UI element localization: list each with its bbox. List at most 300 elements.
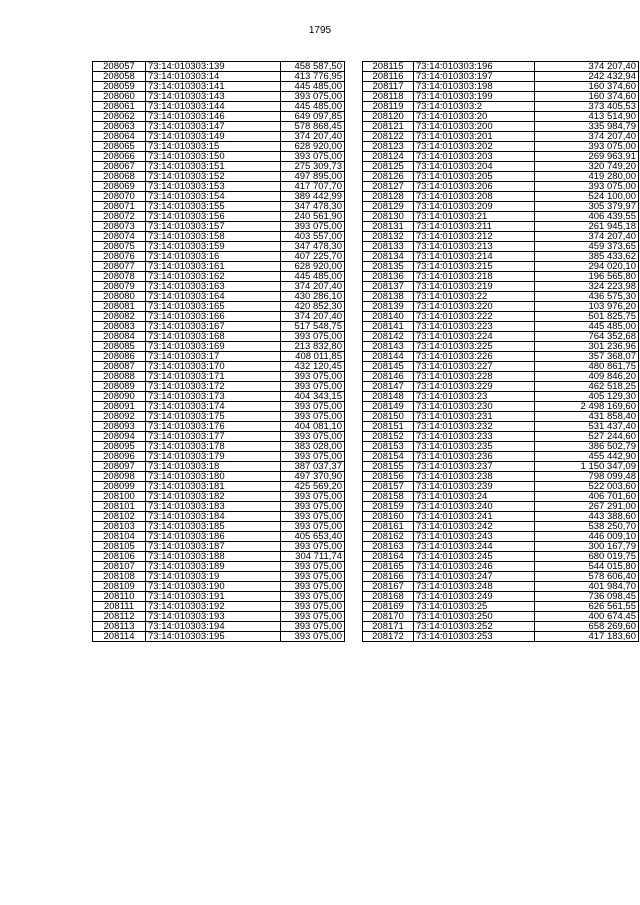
cadastral-value: 455 442,90 <box>535 452 639 462</box>
cadastral-number: 73:14:010303:141 <box>146 82 281 92</box>
cadastral-value: 401 984,70 <box>535 582 639 592</box>
cadastral-value: 393 075,00 <box>281 92 345 102</box>
cadastral-value: 480 861,75 <box>535 362 639 372</box>
row-number: 208128 <box>363 192 414 202</box>
cadastral-value: 404 081,10 <box>281 422 345 432</box>
row-number: 208067 <box>93 162 146 172</box>
cadastral-value: 524 100,00 <box>535 192 639 202</box>
cadastral-number: 73:14:010303:162 <box>146 272 281 282</box>
row-number: 208130 <box>363 212 414 222</box>
cadastral-number: 73:14:010303:225 <box>414 342 535 352</box>
table-row <box>93 352 345 362</box>
cadastral-value: 736 098,45 <box>535 592 639 602</box>
cadastral-value: 374 207,40 <box>281 132 345 142</box>
row-number: 208135 <box>363 262 414 272</box>
row-number: 208120 <box>363 112 414 122</box>
cadastral-value: 798 099,48 <box>535 472 639 482</box>
cadastral-value: 458 587,50 <box>281 62 345 72</box>
row-number: 208092 <box>93 412 146 422</box>
cadastral-value: 445 485,00 <box>281 272 345 282</box>
row-number: 208164 <box>363 552 414 562</box>
cadastral-number: 73:14:010303:200 <box>414 122 535 132</box>
row-number: 208074 <box>93 232 146 242</box>
cadastral-number: 73:14:010303:223 <box>414 322 535 332</box>
cadastral-number: 73:14:010303:24 <box>414 492 535 502</box>
row-number: 208167 <box>363 582 414 592</box>
cadastral-value: 393 075,00 <box>281 542 345 552</box>
table-row <box>93 302 345 312</box>
row-number: 208125 <box>363 162 414 172</box>
cadastral-value: 393 075,00 <box>281 382 345 392</box>
table-row <box>363 262 639 272</box>
cadastral-value: 417 707,70 <box>281 182 345 192</box>
cadastral-number: 73:14:010303:15 <box>146 142 281 152</box>
row-number: 208117 <box>363 82 414 92</box>
row-number: 208116 <box>363 72 414 82</box>
cadastral-number: 73:14:010303:149 <box>146 132 281 142</box>
cadastral-number: 73:14:010303:236 <box>414 452 535 462</box>
table-row <box>93 222 345 232</box>
row-number: 208137 <box>363 282 414 292</box>
row-number: 208153 <box>363 442 414 452</box>
cadastral-number: 73:14:010303:21 <box>414 212 535 222</box>
row-number: 208097 <box>93 462 146 472</box>
cadastral-number: 73:14:010303:252 <box>414 622 535 632</box>
cadastral-value: 393 075,00 <box>281 492 345 502</box>
table-row <box>93 422 345 432</box>
cadastral-number: 73:14:010303:184 <box>146 512 281 522</box>
cadastral-number: 73:14:010303:139 <box>146 62 281 72</box>
cadastral-value: 393 075,00 <box>281 522 345 532</box>
cadastral-number: 73:14:010303:218 <box>414 272 535 282</box>
cadastral-number: 73:14:010303:248 <box>414 582 535 592</box>
cadastral-value: 373 405,53 <box>535 102 639 112</box>
row-number: 208071 <box>93 202 146 212</box>
cadastral-value: 431 858,40 <box>535 412 639 422</box>
cadastral-value: 459 373,65 <box>535 242 639 252</box>
cadastral-value: 269 963,91 <box>535 152 639 162</box>
cadastral-value: 578 606,40 <box>535 572 639 582</box>
cadastral-value: 680 019,75 <box>535 552 639 562</box>
table-row <box>363 72 639 82</box>
row-number: 208121 <box>363 122 414 132</box>
cadastral-number: 73:14:010303:215 <box>414 262 535 272</box>
cadastral-value: 445 485,00 <box>281 102 345 112</box>
cadastral-value: 403 557,00 <box>281 232 345 242</box>
row-number: 208096 <box>93 452 146 462</box>
cadastral-number: 73:14:010303:20 <box>414 112 535 122</box>
cadastral-number: 73:14:010303:237 <box>414 462 535 472</box>
cadastral-number: 73:14:010303:181 <box>146 482 281 492</box>
row-number: 208065 <box>93 142 146 152</box>
row-number: 208102 <box>93 512 146 522</box>
table-row <box>93 202 345 212</box>
row-number: 208068 <box>93 172 146 182</box>
table-row <box>93 512 345 522</box>
table-row <box>363 152 639 162</box>
cadastral-value: 417 183,60 <box>535 632 639 642</box>
table-row <box>363 422 639 432</box>
table-row <box>363 142 639 152</box>
row-number: 208099 <box>93 482 146 492</box>
cadastral-value: 389 442,99 <box>281 192 345 202</box>
cadastral-value: 393 075,00 <box>281 512 345 522</box>
cadastral-number: 73:14:010303:228 <box>414 372 535 382</box>
cadastral-value: 578 868,45 <box>281 122 345 132</box>
table-row <box>93 532 345 542</box>
table-row <box>363 562 639 572</box>
cadastral-value: 393 075,00 <box>535 142 639 152</box>
table-row <box>93 542 345 552</box>
cadastral-number: 73:14:010303:188 <box>146 552 281 562</box>
cadastral-value: 393 075,00 <box>281 592 345 602</box>
cadastral-number: 73:14:010303:16 <box>146 252 281 262</box>
table-row <box>93 522 345 532</box>
row-number: 208104 <box>93 532 146 542</box>
cadastral-value: 420 852,30 <box>281 302 345 312</box>
table-row <box>363 102 639 112</box>
row-number: 208080 <box>93 292 146 302</box>
table-row <box>363 212 639 222</box>
cadastral-value: 413 514,90 <box>535 112 639 122</box>
cadastral-value: 213 832,80 <box>281 342 345 352</box>
row-number: 208170 <box>363 612 414 622</box>
cadastral-number: 73:14:010303:202 <box>414 142 535 152</box>
table-row <box>93 312 345 322</box>
cadastral-number: 73:14:010303:173 <box>146 392 281 402</box>
row-number: 208119 <box>363 102 414 112</box>
cadastral-number: 73:14:010303:214 <box>414 252 535 262</box>
cadastral-number: 73:14:010303:241 <box>414 512 535 522</box>
cadastral-number: 73:14:010303:222 <box>414 312 535 322</box>
cadastral-number: 73:14:010303:253 <box>414 632 535 642</box>
table-row <box>93 72 345 82</box>
row-number: 208150 <box>363 412 414 422</box>
cadastral-number: 73:14:010303:163 <box>146 282 281 292</box>
row-number: 208112 <box>93 612 146 622</box>
parcel-table-right <box>362 61 639 642</box>
cadastral-number: 73:14:010303:146 <box>146 112 281 122</box>
cadastral-value: 386 502,79 <box>535 442 639 452</box>
cadastral-number: 73:14:010303:232 <box>414 422 535 432</box>
table-row <box>363 332 639 342</box>
table-row <box>363 452 639 462</box>
cadastral-value: 383 028,00 <box>281 442 345 452</box>
table-row <box>363 162 639 172</box>
table-row <box>363 282 639 292</box>
table-row <box>93 142 345 152</box>
cadastral-number: 73:14:010303:183 <box>146 502 281 512</box>
table-row <box>363 92 639 102</box>
cadastral-number: 73:14:010303:186 <box>146 532 281 542</box>
table-row <box>93 122 345 132</box>
row-number: 208060 <box>93 92 146 102</box>
row-number: 208147 <box>363 382 414 392</box>
cadastral-number: 73:14:010303:226 <box>414 352 535 362</box>
row-number: 208066 <box>93 152 146 162</box>
table-row <box>93 482 345 492</box>
table-row <box>363 112 639 122</box>
row-number: 208162 <box>363 532 414 542</box>
table-row <box>363 592 639 602</box>
cadastral-value: 393 075,00 <box>281 622 345 632</box>
table-row <box>93 332 345 342</box>
table-row <box>363 82 639 92</box>
parcel-table-left <box>92 61 345 642</box>
cadastral-number: 73:14:010303:187 <box>146 542 281 552</box>
row-number: 208131 <box>363 222 414 232</box>
row-number: 208093 <box>93 422 146 432</box>
row-number: 208171 <box>363 622 414 632</box>
cadastral-number: 73:14:010303:143 <box>146 92 281 102</box>
table-row <box>363 552 639 562</box>
cadastral-value: 544 015,80 <box>535 562 639 572</box>
row-number: 208098 <box>93 472 146 482</box>
cadastral-value: 628 920,00 <box>281 142 345 152</box>
row-number: 208160 <box>363 512 414 522</box>
cadastral-value: 462 518,25 <box>535 382 639 392</box>
row-number: 208069 <box>93 182 146 192</box>
row-number: 208169 <box>363 602 414 612</box>
cadastral-value: 160 374,60 <box>535 82 639 92</box>
table-row <box>93 602 345 612</box>
cadastral-value: 538 250,70 <box>535 522 639 532</box>
cadastral-value: 324 223,98 <box>535 282 639 292</box>
row-number: 208081 <box>93 302 146 312</box>
table-row <box>93 102 345 112</box>
cadastral-value: 404 343,15 <box>281 392 345 402</box>
table-row <box>363 482 639 492</box>
table-row <box>93 292 345 302</box>
cadastral-number: 73:14:010303:172 <box>146 382 281 392</box>
cadastral-number: 73:14:010303:164 <box>146 292 281 302</box>
table-row <box>363 512 639 522</box>
cadastral-value: 393 075,00 <box>535 182 639 192</box>
table-row <box>363 232 639 242</box>
table-row <box>93 392 345 402</box>
table-row <box>93 582 345 592</box>
table-row <box>93 432 345 442</box>
table-row <box>363 582 639 592</box>
cadastral-value: 275 309,73 <box>281 162 345 172</box>
cadastral-value: 301 236,96 <box>535 342 639 352</box>
table-row <box>363 372 639 382</box>
cadastral-number: 73:14:010303:249 <box>414 592 535 602</box>
cadastral-number: 73:14:010303:231 <box>414 412 535 422</box>
row-number: 208123 <box>363 142 414 152</box>
cadastral-value: 304 711,74 <box>281 552 345 562</box>
cadastral-number: 73:14:010303:14 <box>146 72 281 82</box>
table-row <box>363 322 639 332</box>
table-row <box>93 622 345 632</box>
row-number: 208064 <box>93 132 146 142</box>
cadastral-value: 436 575,30 <box>535 292 639 302</box>
table-row <box>363 252 639 262</box>
row-number: 208139 <box>363 302 414 312</box>
cadastral-number: 73:14:010303:170 <box>146 362 281 372</box>
cadastral-number: 73:14:010303:199 <box>414 92 535 102</box>
cadastral-number: 73:14:010303:233 <box>414 432 535 442</box>
row-number: 208158 <box>363 492 414 502</box>
row-number: 208159 <box>363 502 414 512</box>
row-number: 208072 <box>93 212 146 222</box>
cadastral-number: 73:14:010303:158 <box>146 232 281 242</box>
row-number: 208103 <box>93 522 146 532</box>
table-row <box>363 412 639 422</box>
cadastral-number: 73:14:010303:198 <box>414 82 535 92</box>
cadastral-number: 73:14:010303:190 <box>146 582 281 592</box>
cadastral-value: 305 379,97 <box>535 202 639 212</box>
table-row <box>363 202 639 212</box>
cadastral-value: 430 286,10 <box>281 292 345 302</box>
row-number: 208161 <box>363 522 414 532</box>
cadastral-value: 527 244,60 <box>535 432 639 442</box>
cadastral-number: 73:14:010303:250 <box>414 612 535 622</box>
cadastral-value: 393 075,00 <box>281 372 345 382</box>
table-row <box>93 492 345 502</box>
cadastral-number: 73:14:010303:247 <box>414 572 535 582</box>
cadastral-value: 419 280,00 <box>535 172 639 182</box>
cadastral-number: 73:14:010303:154 <box>146 192 281 202</box>
table-row <box>363 242 639 252</box>
row-number: 208058 <box>93 72 146 82</box>
table-row <box>363 342 639 352</box>
cadastral-value: 522 003,60 <box>535 482 639 492</box>
table-row <box>93 452 345 462</box>
cadastral-number: 73:14:010303:246 <box>414 562 535 572</box>
row-number: 208090 <box>93 392 146 402</box>
cadastral-number: 73:14:010303:239 <box>414 482 535 492</box>
row-number: 208144 <box>363 352 414 362</box>
cadastral-value: 242 432,94 <box>535 72 639 82</box>
row-number: 208136 <box>363 272 414 282</box>
cadastral-number: 73:14:010303:147 <box>146 122 281 132</box>
row-number: 208146 <box>363 372 414 382</box>
cadastral-value: 196 565,80 <box>535 272 639 282</box>
cadastral-value: 385 433,62 <box>535 252 639 262</box>
table-row <box>93 412 345 422</box>
cadastral-value: 393 075,00 <box>281 432 345 442</box>
table-row <box>363 462 639 472</box>
table-row <box>363 532 639 542</box>
cadastral-value: 374 207,40 <box>281 282 345 292</box>
table-row <box>363 222 639 232</box>
cadastral-value: 393 075,00 <box>281 332 345 342</box>
cadastral-number: 73:14:010303:150 <box>146 152 281 162</box>
cadastral-value: 347 478,30 <box>281 242 345 252</box>
table-row <box>363 382 639 392</box>
row-number: 208138 <box>363 292 414 302</box>
table-row <box>93 592 345 602</box>
table-row <box>363 172 639 182</box>
table-row <box>363 362 639 372</box>
cadastral-number: 73:14:010303:177 <box>146 432 281 442</box>
cadastral-number: 73:14:010303:220 <box>414 302 535 312</box>
table-row <box>93 372 345 382</box>
cadastral-number: 73:14:010303:235 <box>414 442 535 452</box>
row-number: 208063 <box>93 122 146 132</box>
cadastral-value: 658 269,60 <box>535 622 639 632</box>
row-number: 208100 <box>93 492 146 502</box>
cadastral-value: 406 701,60 <box>535 492 639 502</box>
cadastral-number: 73:14:010303:174 <box>146 402 281 412</box>
cadastral-value: 320 749,20 <box>535 162 639 172</box>
table-row <box>93 132 345 142</box>
cadastral-value: 409 846,20 <box>535 372 639 382</box>
table-row <box>93 612 345 622</box>
table-row <box>363 492 639 502</box>
cadastral-number: 73:14:010303:152 <box>146 172 281 182</box>
table-row <box>363 472 639 482</box>
row-number: 208155 <box>363 462 414 472</box>
cadastral-number: 73:14:010303:2 <box>414 102 535 112</box>
table-row <box>93 342 345 352</box>
row-number: 208108 <box>93 572 146 582</box>
row-number: 208115 <box>363 62 414 72</box>
row-number: 208089 <box>93 382 146 392</box>
row-number: 208172 <box>363 632 414 642</box>
cadastral-number: 73:14:010303:169 <box>146 342 281 352</box>
row-number: 208134 <box>363 252 414 262</box>
row-number: 208122 <box>363 132 414 142</box>
cadastral-value: 335 984,79 <box>535 122 639 132</box>
cadastral-value: 408 011,85 <box>281 352 345 362</box>
cadastral-number: 73:14:010303:175 <box>146 412 281 422</box>
cadastral-number: 73:14:010303:245 <box>414 552 535 562</box>
cadastral-number: 73:14:010303:144 <box>146 102 281 112</box>
row-number: 208094 <box>93 432 146 442</box>
row-number: 208111 <box>93 602 146 612</box>
row-number: 208070 <box>93 192 146 202</box>
cadastral-number: 73:14:010303:243 <box>414 532 535 542</box>
row-number: 208105 <box>93 542 146 552</box>
cadastral-value: 405 653,40 <box>281 532 345 542</box>
row-number: 208107 <box>93 562 146 572</box>
cadastral-value: 393 075,00 <box>281 222 345 232</box>
table-row <box>363 572 639 582</box>
table-row <box>363 602 639 612</box>
cadastral-value: 357 368,07 <box>535 352 639 362</box>
table-row <box>93 172 345 182</box>
row-number: 208129 <box>363 202 414 212</box>
row-number: 208086 <box>93 352 146 362</box>
row-number: 208148 <box>363 392 414 402</box>
cadastral-number: 73:14:010303:229 <box>414 382 535 392</box>
table-row <box>363 502 639 512</box>
cadastral-value: 497 895,00 <box>281 172 345 182</box>
cadastral-number: 73:14:010303:19 <box>146 572 281 582</box>
table-row <box>363 182 639 192</box>
row-number: 208113 <box>93 622 146 632</box>
row-number: 208078 <box>93 272 146 282</box>
row-number: 208126 <box>363 172 414 182</box>
row-number: 208076 <box>93 252 146 262</box>
cadastral-number: 73:14:010303:240 <box>414 502 535 512</box>
table-row <box>93 272 345 282</box>
cadastral-number: 73:14:010303:166 <box>146 312 281 322</box>
cadastral-value: 497 370,90 <box>281 472 345 482</box>
row-number: 208168 <box>363 592 414 602</box>
cadastral-value: 393 075,00 <box>281 452 345 462</box>
row-number: 208088 <box>93 372 146 382</box>
table-row <box>363 192 639 202</box>
cadastral-number: 73:14:010303:206 <box>414 182 535 192</box>
cadastral-value: 393 075,00 <box>281 502 345 512</box>
cadastral-number: 73:14:010303:227 <box>414 362 535 372</box>
cadastral-number: 73:14:010303:201 <box>414 132 535 142</box>
cadastral-number: 73:14:010303:18 <box>146 462 281 472</box>
row-number: 208082 <box>93 312 146 322</box>
